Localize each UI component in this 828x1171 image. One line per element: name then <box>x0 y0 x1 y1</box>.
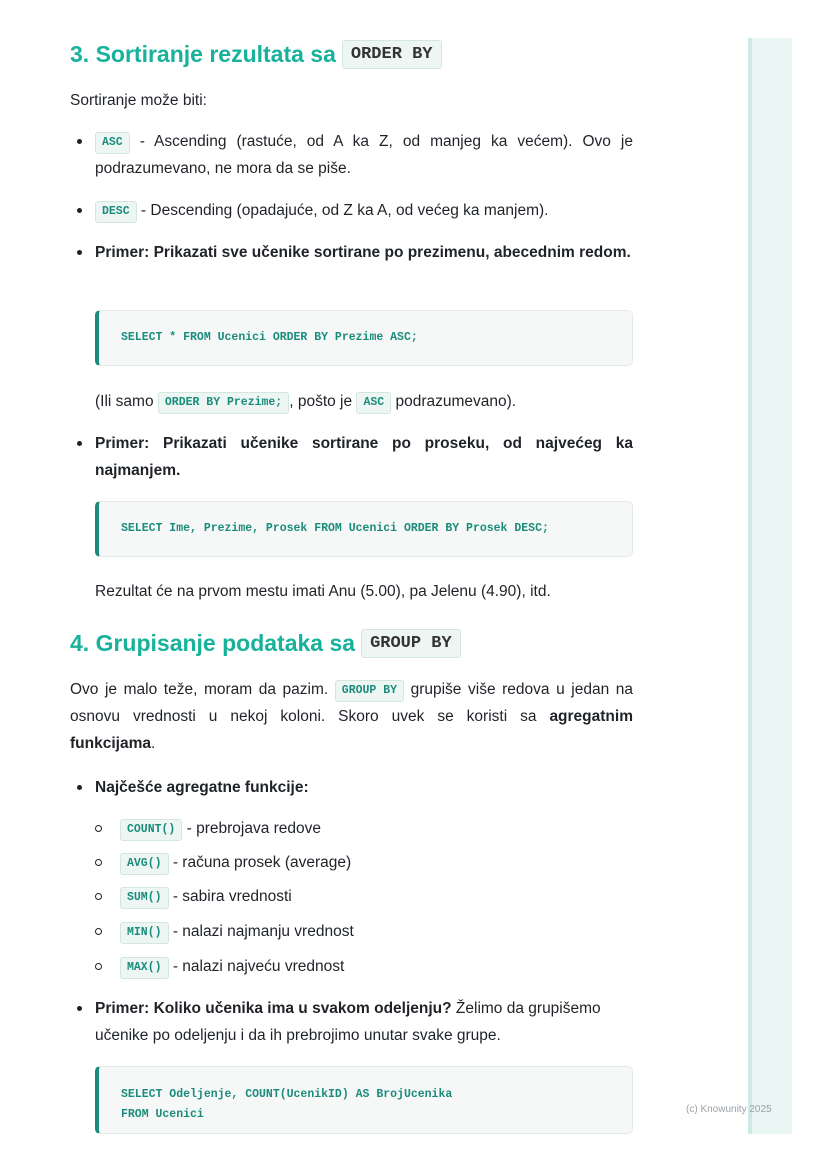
section-4-title: 4. Grupisanje podataka sa <box>70 630 356 656</box>
group-by-intro <box>70 676 633 757</box>
asc-description: - Ascending (rastuće, od A ka Z, od manjeg ka većem). Ovo je podrazumevano, ne mora da se piše. <box>95 133 633 177</box>
function-item <box>120 918 354 945</box>
function-description: - nalazi najveću vrednost <box>172 958 345 975</box>
note-suffix: podrazumevano). <box>395 393 517 410</box>
code-line: SELECT Ime, Prezime, Prosek FROM Ucenici ORDER BY Prosek DESC; <box>121 522 549 535</box>
function-item <box>120 883 292 910</box>
function-item <box>120 953 344 980</box>
note-code-asc: ASC <box>356 392 391 414</box>
section-3-title: 3. Sortiranje rezultata sa <box>70 41 336 67</box>
function-code: MAX() <box>120 957 169 979</box>
function-code: COUNT() <box>120 819 182 841</box>
result-text: Rezultat će na prvom mestu imati Anu (5.00), pa Jelenu (4.90), itd. <box>95 583 551 600</box>
section-3-title-code: ORDER BY <box>342 40 442 69</box>
intro-part-a: Ovo je malo teže, moram da pazim. <box>70 681 329 698</box>
function-code: SUM() <box>120 887 169 909</box>
list-item-example-3 <box>95 995 633 1049</box>
section-4-heading <box>70 629 461 658</box>
copyright-footer: (c) Knowunity 2025 <box>686 1104 772 1115</box>
example-1-text: Primer: Prikazati sve učenike sortirane po prezimenu, abecednim redom. <box>95 244 631 261</box>
code-line: FROM Ucenici <box>121 1108 204 1121</box>
list-item-asc <box>95 128 633 182</box>
function-description: - računa prosek (average) <box>172 854 352 871</box>
intro-code: GROUP BY <box>335 680 404 702</box>
desc-code: DESC <box>95 201 137 223</box>
code-block-3 <box>95 1066 633 1134</box>
code-line: SELECT * FROM Ucenici ORDER BY Prezime ASC; <box>121 331 418 344</box>
list-item-example-1 <box>95 239 633 266</box>
intro-bold: agregatnim funkcijama <box>70 708 633 752</box>
example-3-text: Želimo da grupišemo učenike po odeljenju i da ih prebrojimo unutar svake grupe. <box>95 1000 601 1044</box>
sidebar-divider <box>748 38 752 1134</box>
note-mid: , pošto je <box>289 393 353 410</box>
intro-end: . <box>150 735 156 752</box>
code-block-1 <box>95 310 633 366</box>
section-4-title-code: GROUP BY <box>361 629 461 658</box>
example-3-question: Primer: Koliko učenika ima u svakom odeljenju? <box>95 1000 452 1017</box>
sort-intro: Sortiranje može biti: <box>70 92 207 109</box>
asc-code: ASC <box>95 132 130 154</box>
note-prefix: (Ili samo <box>95 393 154 410</box>
intro-part-b: grupiše više redova u jedan na osnovu vrednosti u nekoj koloni. Skoro uvek se koristi sa <box>70 681 634 725</box>
function-item <box>120 815 321 842</box>
function-code: MIN() <box>120 922 169 944</box>
functions-heading: Najčešće agregatne funkcije: <box>95 779 309 796</box>
code-line: SELECT Odeljenje, COUNT(UcenikID) AS BrojUcenika <box>121 1088 453 1101</box>
list-item-example-2 <box>95 430 633 484</box>
list-item-desc <box>95 197 633 224</box>
list-item-functions <box>95 774 309 801</box>
function-item <box>120 849 351 876</box>
function-description: - nalazi najmanju vrednost <box>172 923 354 940</box>
example-2-text: Primer: Prikazati učenike sortirane po proseku, od najvećeg ka najmanjem. <box>95 435 633 479</box>
desc-description: - Descending (opadajuće, od Z ka A, od većeg ka manjem). <box>140 202 549 219</box>
order-by-note <box>95 388 633 415</box>
function-description: - sabira vrednosti <box>172 888 292 905</box>
note-code: ORDER BY Prezime; <box>158 392 289 414</box>
section-3-heading <box>70 40 442 69</box>
sidebar-panel <box>748 38 792 1134</box>
function-description: - prebrojava redove <box>186 820 322 837</box>
code-block-2 <box>95 501 633 557</box>
function-code: AVG() <box>120 853 169 875</box>
